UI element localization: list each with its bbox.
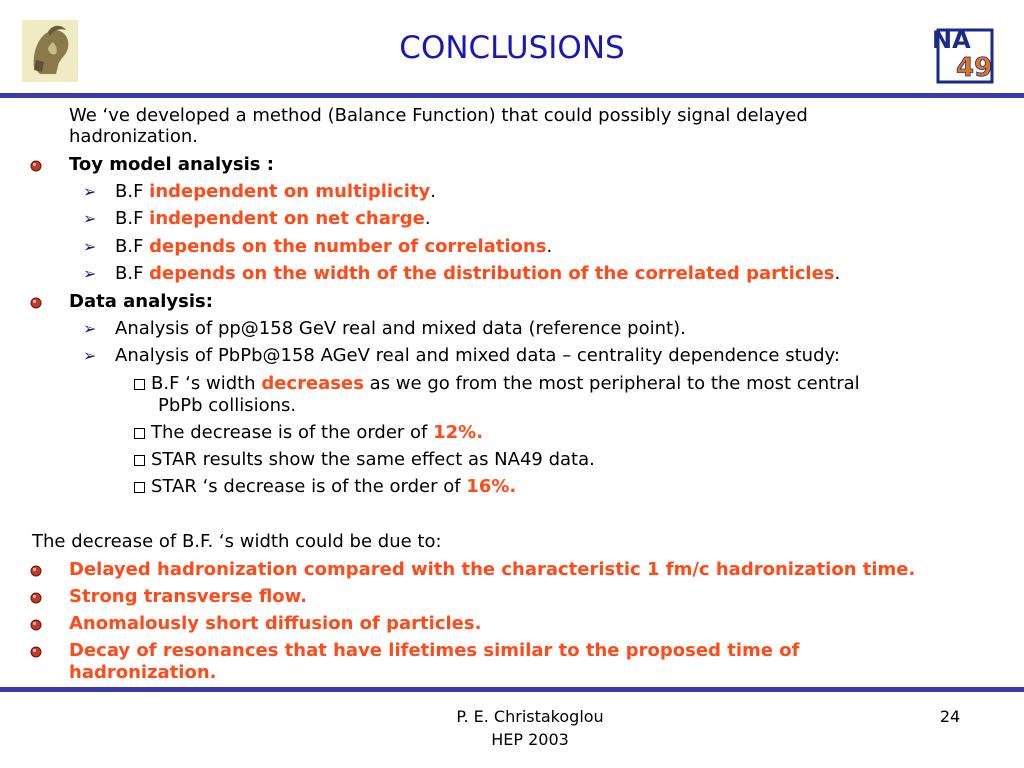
sub-text: STAR results show the same effect as NA49 data. [151, 449, 595, 470]
round-bullet-icon [30, 160, 42, 172]
49-logo-text: 49 [956, 53, 993, 83]
sub-emphasis: 16%. [466, 476, 517, 497]
arrow-bullet-icon: ➢ [83, 346, 97, 365]
toy-item-suffix: . [546, 236, 553, 257]
data-sub-item-2 [134, 422, 483, 444]
checkbox-bullet-icon [134, 482, 145, 493]
causes-intro: The decrease of B.F. ‘s width could be due to: [32, 531, 442, 552]
round-bullet-icon [30, 619, 42, 631]
toy-item-prefix: B.F [115, 181, 150, 202]
toy-item-emphasis: independent on net charge [149, 208, 425, 229]
toy-item-emphasis: independent on multiplicity [149, 181, 431, 202]
sub-text: The decrease is of the order of [151, 422, 434, 443]
sub-text: STAR ‘s decrease is of the order of [151, 476, 467, 497]
toy-item-emphasis: depends on the number of correlations [149, 236, 547, 257]
arrow-bullet-icon: ➢ [83, 237, 97, 256]
toy-item-1 [115, 181, 436, 203]
toy-item-suffix: . [424, 208, 431, 229]
na-logo-text: NA [932, 26, 971, 54]
data-sub-item-1-line-2: PbPb collisions. [158, 395, 297, 416]
toy-item-prefix: B.F [115, 236, 150, 257]
toy-item-emphasis: depends on the width of the distribution of the correlated particles [149, 263, 835, 284]
cause-item-4: Decay of resonances that have lifetimes similar to the proposed time of [69, 640, 800, 661]
toy-item-prefix: B.F [115, 263, 150, 284]
toy-item-suffix: . [834, 263, 841, 284]
checkbox-bullet-icon [134, 379, 145, 390]
sub-emphasis: decreases [261, 373, 364, 394]
cause-item-3: Anomalously short diffusion of particles. [69, 613, 482, 634]
toy-item-3 [115, 236, 552, 258]
arrow-bullet-icon: ➢ [83, 209, 97, 228]
data-item-1: Analysis of pp@158 GeV real and mixed data (reference point). [115, 318, 686, 339]
round-bullet-icon [30, 646, 42, 658]
round-bullet-icon [30, 592, 42, 604]
page-number: 24 [939, 707, 961, 726]
arrow-bullet-icon: ➢ [83, 182, 97, 201]
checkbox-bullet-icon [134, 455, 145, 466]
toy-item-suffix: . [430, 181, 437, 202]
data-sub-item-4 [134, 476, 516, 498]
sub-text: as we go from the most peripheral to the most central [363, 373, 860, 394]
data-analysis-heading: Data analysis: [69, 291, 213, 312]
round-bullet-icon [30, 565, 42, 577]
cause-item-4-line-2: hadronization. [69, 662, 217, 683]
cause-item-2: Strong transverse flow. [69, 586, 307, 607]
data-sub-item-3 [134, 449, 595, 471]
footer-author: P. E. Christakoglou [456, 707, 604, 726]
arrow-bullet-icon: ➢ [83, 264, 97, 283]
slide-title: CONCLUSIONS [399, 30, 625, 66]
toy-model-heading: Toy model analysis : [69, 154, 274, 175]
toy-item-2 [115, 208, 431, 230]
data-sub-item-1 [134, 373, 860, 395]
footer-divider [0, 687, 1024, 692]
data-item-2: Analysis of PbPb@158 AGeV real and mixed data – centrality dependence study: [115, 345, 840, 366]
arrow-bullet-icon: ➢ [83, 319, 97, 338]
footer-event: HEP 2003 [491, 730, 569, 749]
sub-text: B.F ‘s width [151, 373, 262, 394]
checkbox-bullet-icon [134, 428, 145, 439]
intro-line-2: hadronization. [69, 126, 198, 147]
sub-emphasis: 12%. [433, 422, 484, 443]
toy-item-4 [115, 263, 840, 285]
round-bullet-icon [30, 297, 42, 309]
cause-item-1: Delayed hadronization compared with the characteristic 1 fm/c hadronization time. [69, 559, 916, 580]
intro-line-1: We ‘ve developed a method (Balance Function) that could possibly signal delayed [69, 105, 808, 126]
toy-item-prefix: B.F [115, 208, 150, 229]
